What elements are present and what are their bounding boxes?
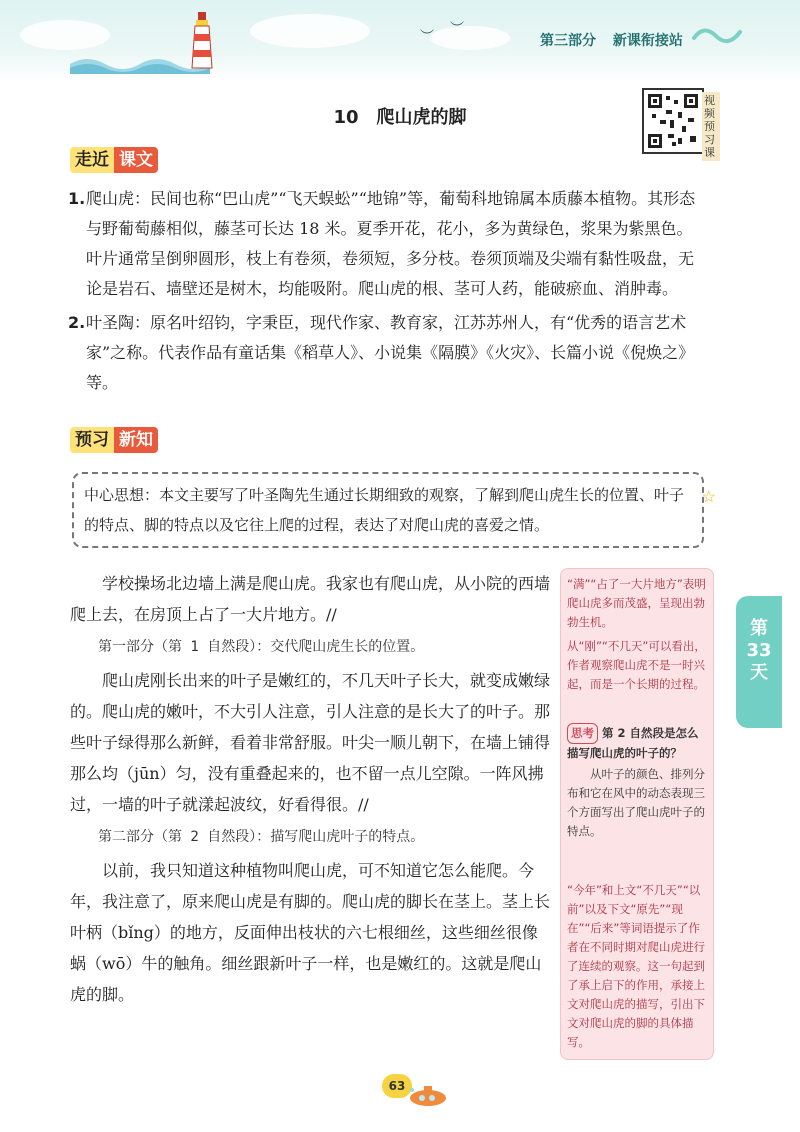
qr-caption-char: 习 [704,133,715,146]
series-label: 新课衔接站 [612,33,683,49]
note-number: 2. [68,313,86,332]
note-number: 1. [68,189,86,208]
qr-caption-char: 视 [704,94,715,107]
think-question [567,723,707,763]
section-tag-part-b: 课文 [114,147,158,173]
note-item [68,184,708,304]
paragraph: 爬山虎刚长出来的叶子是嫩红的，不几天叶子长大，就变成嫩绿的。爬山虎的嫩叶，不大引人注意，引人注意的是长大了的叶子。那些叶子绿得那么新鲜，看着非常舒服。叶尖一顺儿朝下，在墙上铺得那么均（jūn）匀，没有重叠起来的，也不留一点儿空隙。一阵风拂过，一墙的叶子就漾起波纹，好看得很。// [70,671,551,814]
cloud-decoration [250,14,370,48]
annotation-note: “今年”和上文“不几天”“以前”以及下文“原先”“现在”“后来”等词语提示了作者在不同时期对爬山虎进行了连续的观察。这一句起到了承上启下的作用，承接上文对爬山虎的描写，引出下文对爬山虎的脚的具体描写。 [567,883,705,1049]
main-text [70,568,550,1010]
section-tag-part-a: 走近 [70,147,114,173]
annotation-sidebar [560,568,714,1060]
day-tab-line: 天 [750,662,768,683]
qr-code-icon [648,94,698,148]
qr-caption [702,92,720,161]
answer-content: 从叶子的颜色、排列分布和它在风中的动态表现三个方面写出了爬山虎叶子的特点。 [567,767,705,838]
note-item [68,308,708,398]
day-tab-line: 第 [750,618,768,639]
qr-caption-char: 课 [704,146,715,159]
qr-code[interactable] [642,88,704,154]
section-tag-preview [70,427,158,453]
central-idea-box [72,472,716,548]
section-tag-intro [70,147,158,173]
bird-icon: ︶ [450,21,464,37]
header-section-label [540,30,695,50]
cloud-decoration [430,26,510,50]
qr-caption-char: 频 [704,107,715,120]
day-tab [736,596,782,728]
background-notes [68,184,708,398]
header-band [0,0,800,82]
lighthouse-icon [185,10,219,70]
part-summary: 第二部分（第 2 自然段）：描写爬山虎叶子的特点。 [98,829,425,845]
section-tag-part-a: 预习 [70,427,114,453]
page-number: 63 [382,1074,412,1098]
star-icon: ☆ [701,487,716,506]
paragraph: 以前，我只知道这种植物叫爬山虎，可不知道它怎么能爬。今年，我注意了，原来爬山虎是有脚的。爬山虎的脚长在茎上。茎上长叶柄（bǐng）的地方，反面伸出枝状的六七根细丝，这些细丝很像蜗（wō）牛的触角。细丝跟新叶子一样，也是嫩红的。这就是爬山虎的脚。 [70,861,551,1004]
swirl-icon [690,22,750,46]
answer-text [567,765,707,841]
question-text: 第 2 自然段是怎么描写爬山虎的叶子的？ [567,726,699,760]
paragraph: 学校操场北边墙上满是爬山虎。我家也有爬山虎，从小院的西墙爬上去，在房顶上占了一大片地方。// [70,574,551,624]
note-text: 叶圣陶：原名叶绍钧，字秉臣，现代作家、教育家，江苏苏州人，有“优秀的语言艺术家”之称。代表作品有童话集《稻草人》、小说集《隔膜》《火灾》、长篇小说《倪焕之》等。 [86,313,695,392]
day-tab-line: 33 [746,640,772,661]
part-label: 第三部分 [540,33,596,49]
qr-caption-char: 预 [704,120,715,133]
part-summary: 第一部分（第 1 自然段）：交代爬山虎生长的位置。 [98,639,425,655]
think-tag: 思考 [567,723,598,744]
cloud-decoration [20,20,110,50]
submarine-icon [404,1082,450,1108]
note-text: 爬山虎：民间也称“巴山虎”“飞天蜈蚣”“地锦”等，葡萄科地锦属本质藤本植物。其形态与野葡萄藤相似，藤茎可长达 18 米。夏季开花，花小，多为黄绿色，浆果为紫黑色。叶片通常呈倒卵圆形，枝上有卷须，卷须短，多分枝。卷须顶端及尖端有黏性吸盘，无论是岩石、墙壁还是树木，均能吸附。爬山虎的根、茎可人药，能破瘀血、消肿毒。 [86,189,696,298]
bird-icon: ︶ [420,29,434,45]
annotation-note: 从“刚”“不几天”可以看出，作者观察爬山虎不是一时兴起，而是一个长期的过程。 [567,639,706,691]
central-idea-text: 中心思想：本文主要写了叶圣陶先生通过长期细致的观察，了解到爬山虎生长的位置、叶子的特点、脚的特点以及它往上爬的过程，表达了对爬山虎的喜爱之情。 [84,486,685,534]
lesson-title: 10 爬山虎的脚 [333,107,467,128]
annotation-note: “满”“占了一大片地方”表明爬山虎多而茂盛，呈现出勃勃生机。 [567,577,706,629]
section-tag-part-b: 新知 [114,427,158,453]
